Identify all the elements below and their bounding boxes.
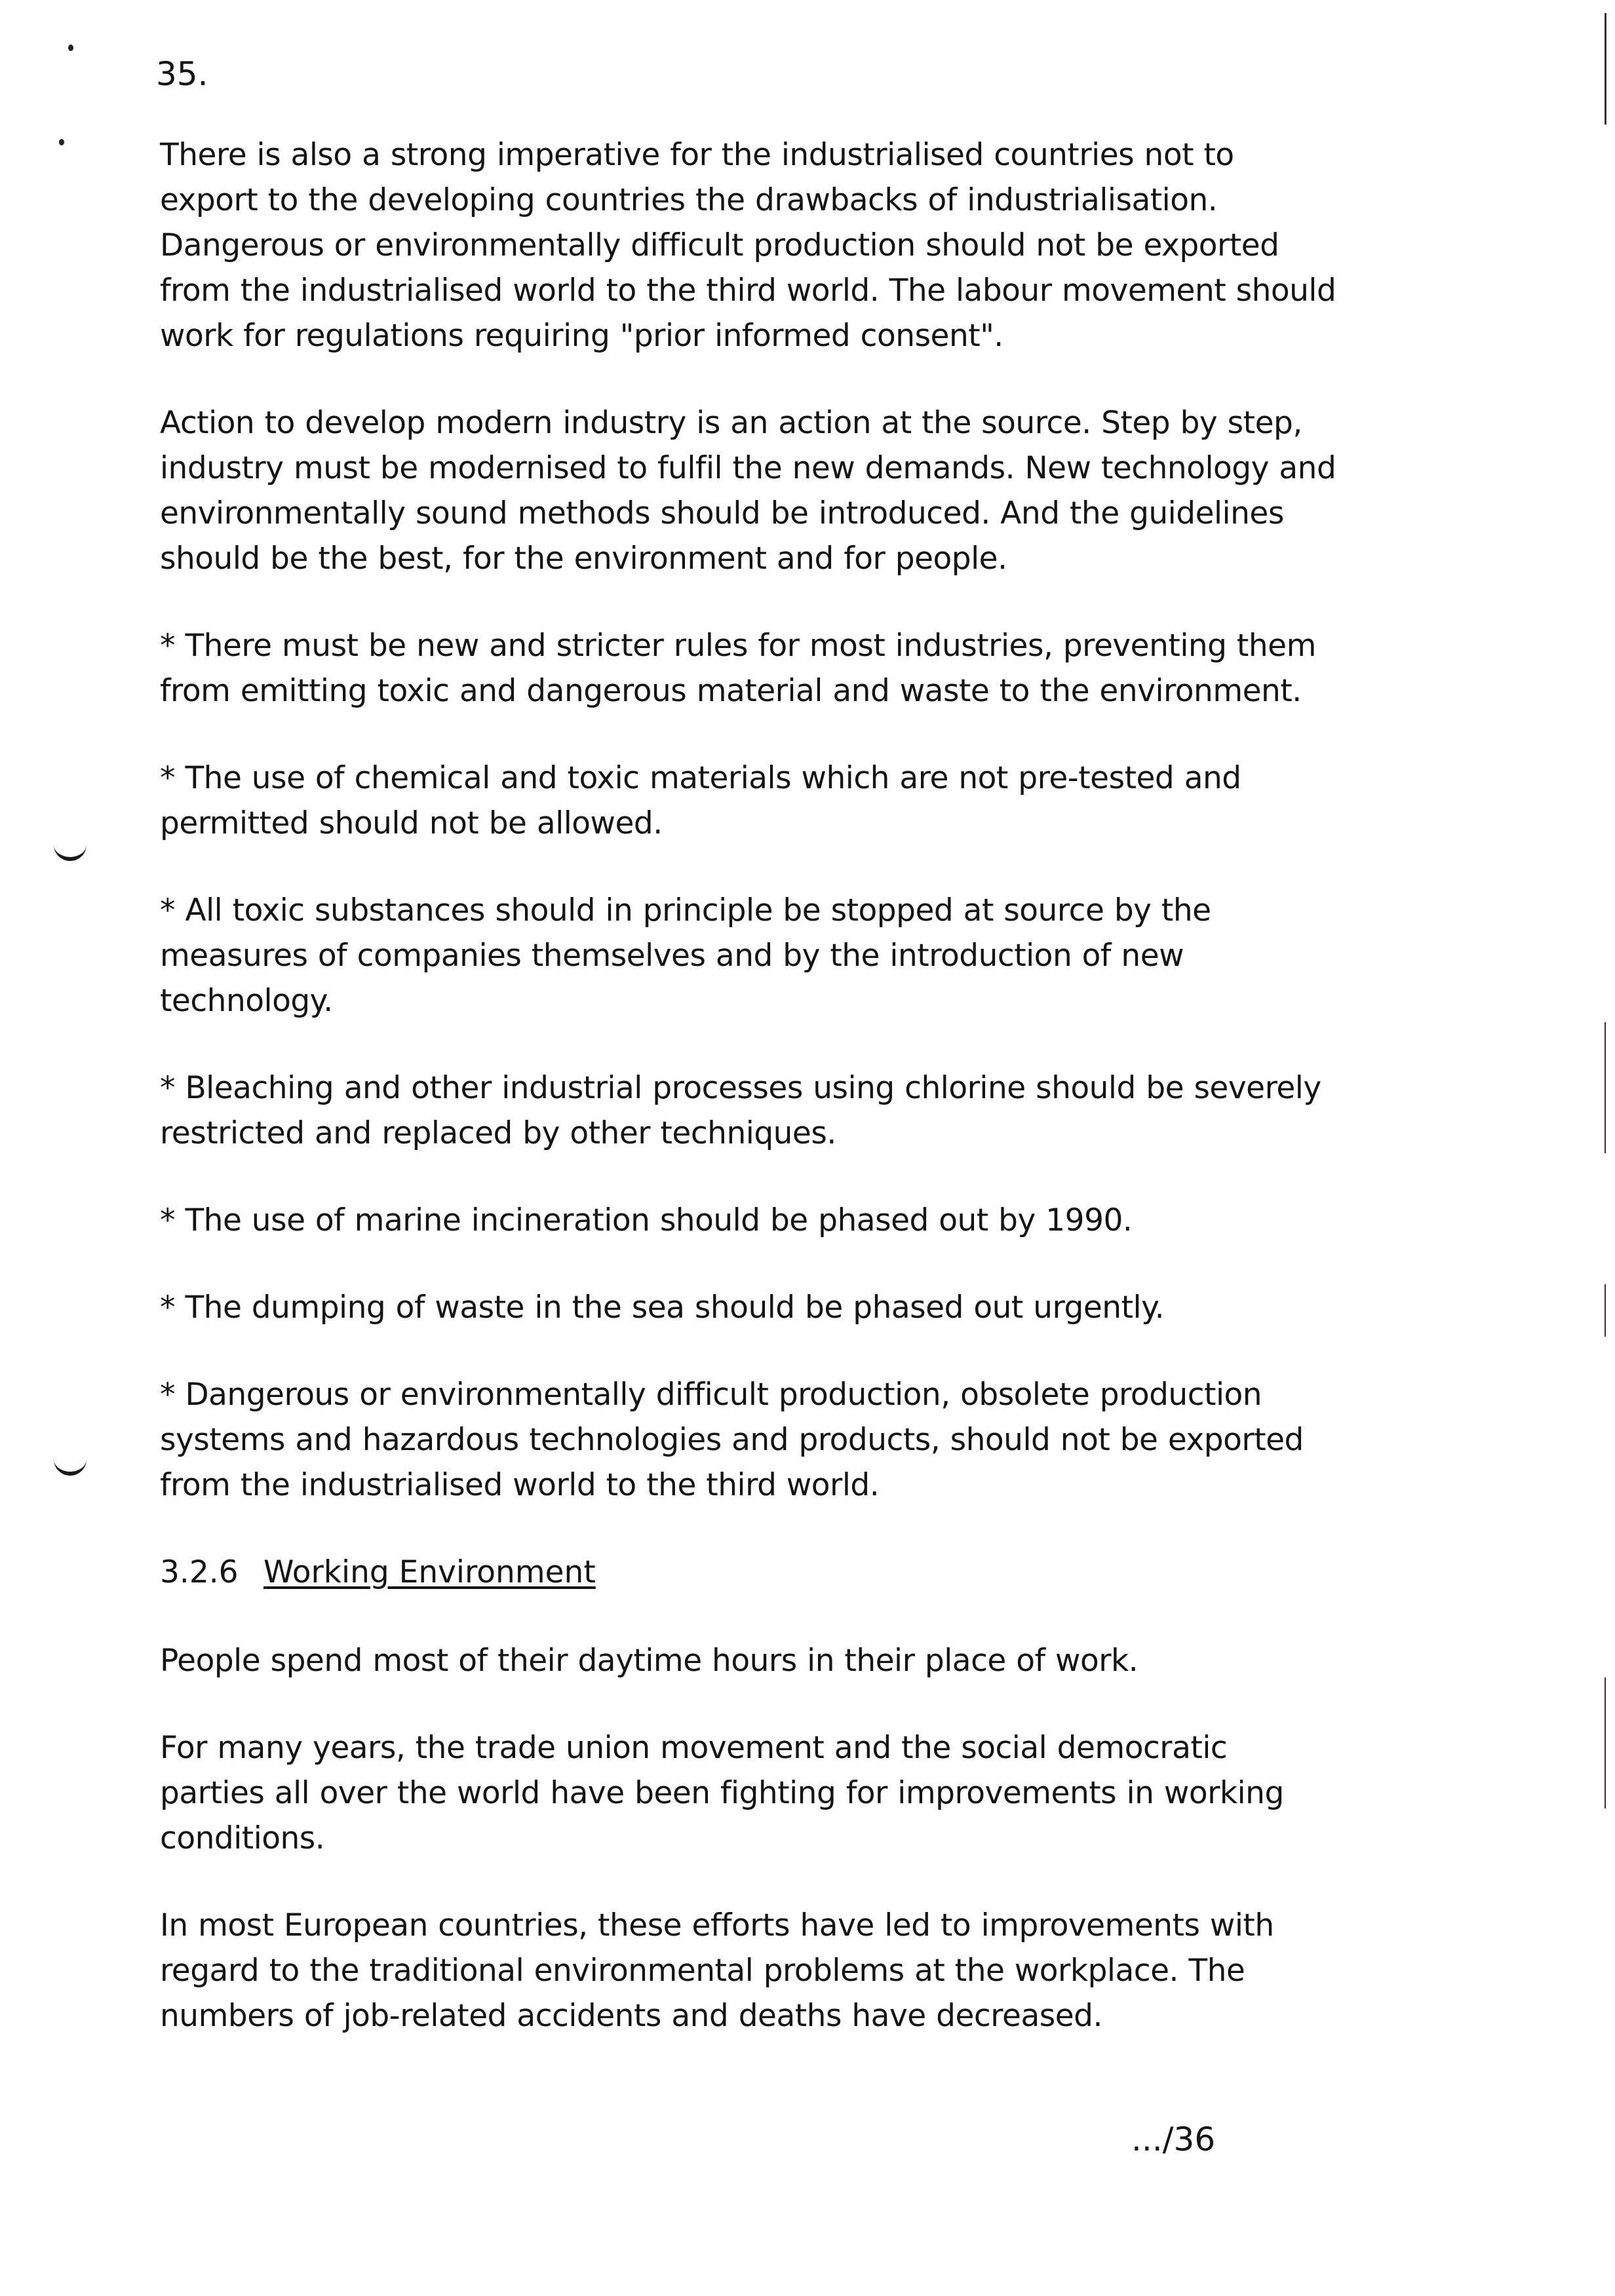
- bullet-item: * All toxic substances should in principle be stopped at source by the measures of companies themselves and by the introduction of new technology.: [160, 892, 1211, 1019]
- bullet-item: * The use of marine incineration should be phased out by 1990.: [160, 1202, 1133, 1238]
- bullet-item: * Dangerous or environmentally difficult production, obsolete production systems and hazardous technologies and products, should not be exported from the industrialised world to the third world.: [160, 1377, 1304, 1503]
- scan-edge-line: [1605, 1677, 1606, 1808]
- continuation-marker: .../36: [1131, 2120, 1216, 2158]
- paragraph: In most European countries, these efforts have led to improvements with regard to the traditional environmental problems at the workplace. The numbers of job-related accidents and deaths have decreased.: [160, 1907, 1274, 2034]
- bullet-item: * The dumping of waste in the sea should be phased out urgently.: [160, 1290, 1165, 1326]
- scan-edge-line: [1605, 1284, 1606, 1337]
- bullet-item: * Bleaching and other industrial processes using chlorine should be severely restricted and replaced by other techniques.: [160, 1070, 1321, 1151]
- section-title: Working Environment: [263, 1554, 596, 1590]
- paragraph: There is also a strong imperative for the industrialised countries not to export to the developing countries the drawbacks of industrialisation. Dangerous or environmentally difficult production should not be exported from the industrialised world to the third world. The labour movement should work for regulations requiring "prior informed consent".: [160, 137, 1336, 354]
- paragraph: Action to develop modern industry is an action at the source. Step by step, industry must be modernised to fulfil the new demands. New technology and environmentally sound methods should be introduced. And the guidelines should be the best, for the environment and for people.: [160, 405, 1336, 577]
- bullet-item: * The use of chemical and toxic materials which are not pre-tested and permitted should not be allowed.: [160, 760, 1241, 841]
- margin-tick-mark: [54, 840, 87, 861]
- paragraph: People spend most of their daytime hours in their place of work.: [160, 1643, 1138, 1679]
- section-number: 3.2.6: [160, 1554, 239, 1590]
- paragraph: For many years, the trade union movement and the social democratic parties all over the world have been fighting for improvements in working conditions.: [160, 1730, 1284, 1856]
- document-body: [160, 132, 1340, 2080]
- scan-edge-line: [1605, 1022, 1606, 1153]
- scan-dot: [68, 45, 73, 51]
- scan-dot: [59, 139, 64, 145]
- section-heading: [160, 1550, 1340, 1595]
- margin-tick-mark: [54, 1455, 87, 1476]
- bullet-item: * There must be new and stricter rules for most industries, preventing them from emitting toxic and dangerous material and waste to the environment.: [160, 628, 1316, 709]
- page-number: 35.: [156, 55, 208, 93]
- scan-edge-line: [1605, 13, 1606, 124]
